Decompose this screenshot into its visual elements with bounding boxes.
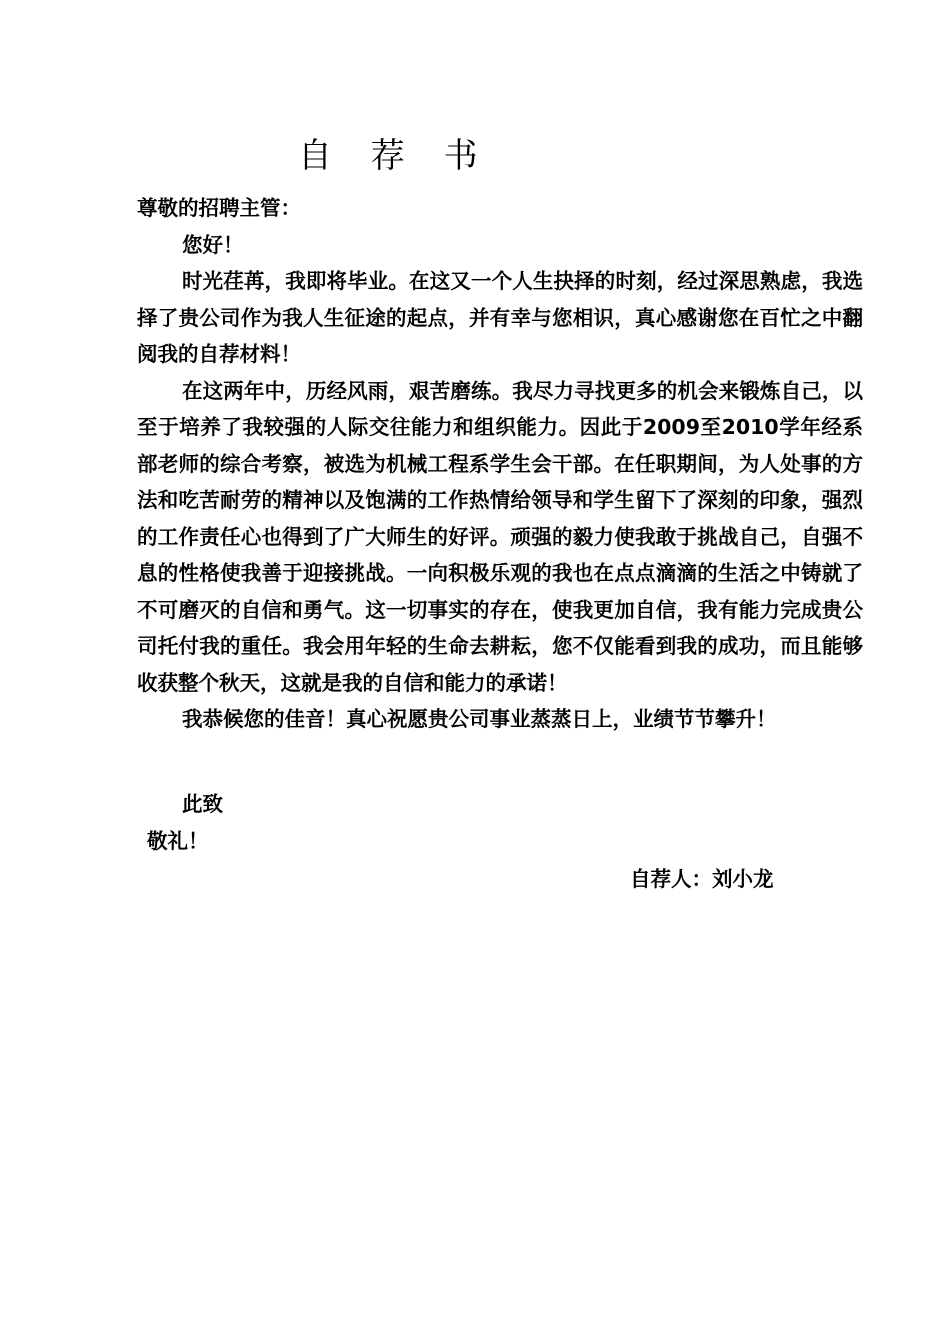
paragraph-2: 在这两年中，历经风雨，艰苦磨练。我尽力寻找更多的机会来锻炼自己，以至于培养了我较强的人际交往能力和组织能力。因此于2009至2010学年经系部老师的综合考察，被选为机械工程系学生会干部。在任职期间，为人处事的方法和吃苦耐劳的精神以及饱满的工作热情给领导和学生留下了深刻的印象，强烈的工作责任心也得到了广大师生的好评。顽强的毅力使我敢于挑战自己，自强不息的性格使我善于迎接挑战。一向积极乐观的我也在点点滴滴的生活之中铸就了不可磨灭的自信和勇气。这一切事实的存在，使我更加自信，我有能力完成贵公司托付我的重任。我会用年轻的生命去耕耘，您不仅能看到我的成功，而且能够收获整个秋天，这就是我的自信和能力的承诺！ bbox=[137, 378, 863, 695]
paragraph-1: 时光荏苒，我即将毕业。在这又一个人生抉择的时刻，经过深思熟虑，我选择了贵公司作为我人生征途的起点，并有幸与您相识，真心感谢您在百忙之中翻阅我的自荐材料！ bbox=[137, 269, 863, 366]
closing-line-2: 敬礼！ bbox=[147, 829, 209, 853]
salutation: 尊敬的招聘主管： bbox=[137, 196, 301, 220]
letter-title: 自 荐 书 bbox=[298, 136, 492, 176]
paragraph-3: 我恭候您的佳音！真心祝愿贵公司事业蒸蒸日上，业绩节节攀升！ bbox=[182, 707, 777, 731]
signature: 自荐人：刘小龙 bbox=[630, 867, 774, 891]
greeting: 您好！ bbox=[182, 232, 244, 257]
closing-line-1: 此致 bbox=[182, 792, 223, 816]
letter-body bbox=[137, 190, 863, 738]
